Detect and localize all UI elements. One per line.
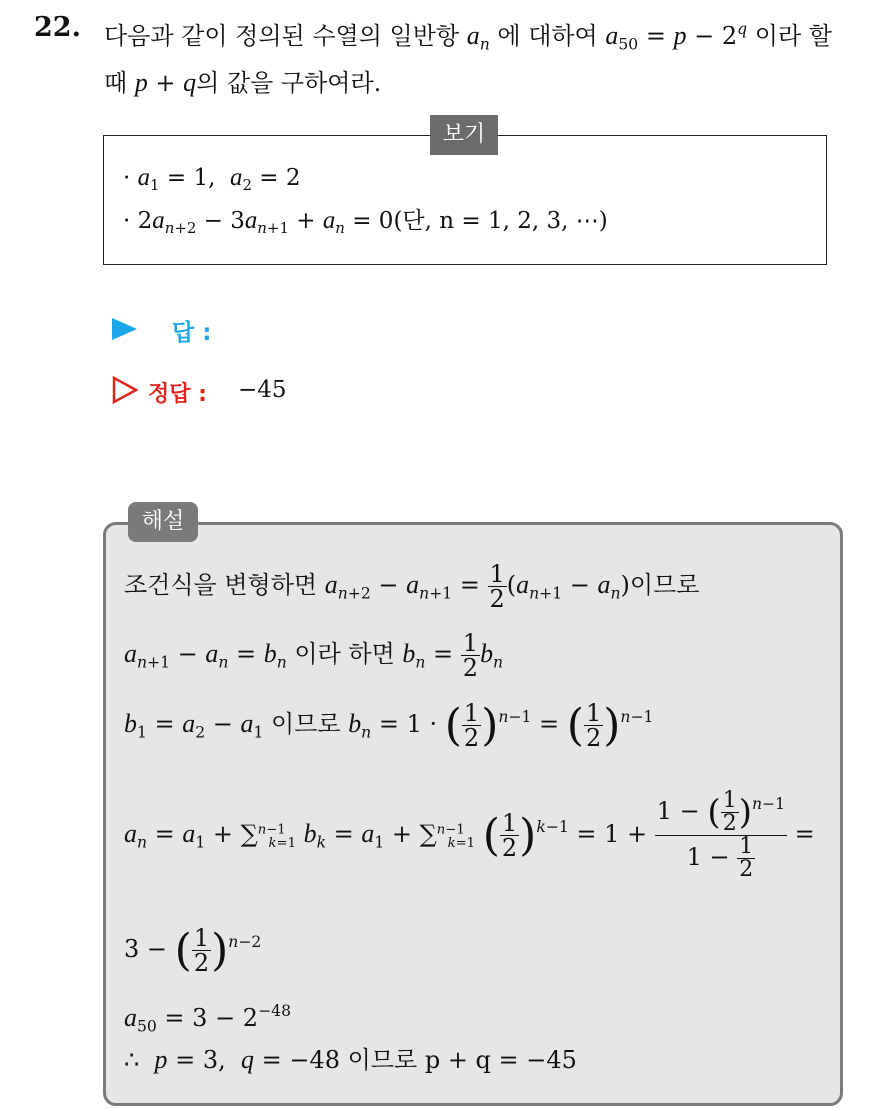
question-text-start: 다음과 같이 정의된 수열의 일반항: [104, 22, 460, 51]
explanation-line-7: ∴ p = 3, q = −48 이므로 p + q = −45: [124, 1045, 577, 1074]
explanation-line-6: $a_{50} = 3 - 2^{-48}$: [124, 1002, 291, 1036]
explanation-line-1-prefix: 조건식을 변형하면: [124, 571, 318, 599]
correct-answer-label: 정답 :: [148, 382, 207, 407]
correct-answer-value: −45: [238, 377, 287, 403]
explanation-line-3-mid: 이므로: [271, 710, 341, 738]
explanation-final-answer: p + q = −45: [424, 1046, 577, 1074]
bogi-condition-2-suffix: (단, n = 1, 2, 3, ⋯): [393, 208, 608, 234]
explanation-line-3: $b_1 = a_2 - a_1$ 이므로 $b_n = 1$ · ( $\frac{1}{2}$ )$^{n-1}$ = ( $\frac{1}{2}$ )$^{n-1}$: [124, 699, 654, 752]
explanation-line-7-mid: 이므로: [347, 1046, 418, 1074]
question-text-line2-a: 때: [104, 68, 128, 97]
explanation-label: 해설: [128, 502, 198, 542]
bogi-condition-1: · $a_1 = 1$, $a_2 = 2$: [123, 164, 301, 195]
explanation-line-5: 3 − ( $\frac{1}{2}$ )$^{n-2}$: [124, 924, 262, 977]
question-text-end: 이라 할: [754, 22, 832, 51]
bogi-label: 보기: [430, 115, 498, 155]
bogi-condition-2: · $2a_{n+2} - 3a_{n+1} + a_n = 0$(단, n = 1, 2, 3, ⋯): [123, 207, 608, 238]
answer-arrow-icon: [112, 318, 137, 340]
question-number: 22.: [34, 12, 81, 43]
explanation-line-2: $a_{n+1} - a_n = b_n$ 이라 하면 $b_n$ = $\frac{1}{2}$ $b_n$: [124, 629, 504, 682]
explanation-line-4: $a_n = a_1 + \sum^{n-1}_{k=1}$ $b_k = a_1 + \sum^{n-1}_{k=1}$ ( $\frac{1}{2}$ )$^{k-1}$ = 1 + 1 − ( $\frac{1}{2}$ )$^{n-1}$ 1 − $\frac{1}{2}$ =: [124, 788, 815, 882]
explanation-line-2-mid: 이라 하면: [294, 640, 395, 668]
question-text-mid: 에 대하여: [497, 22, 598, 51]
explanation-line-1: 조건식을 변형하면 $a_{n+2} - a_{n+1}$ = $\frac{1}{2}$ $(a_{n+1} - a_n)$이므로: [124, 560, 700, 613]
correct-arrow-icon: [112, 376, 138, 404]
question-text-line2-b: 의 값을 구하여라.: [196, 68, 382, 97]
question-text: 다음과 같이 정의된 수열의 일반항 $a_n$ 에 대하여 $a_{50} = p - 2^q$ 이라 할 때 p + q의 값을 구하여라.: [104, 20, 832, 97]
answer-label: 답 :: [172, 320, 212, 346]
explanation-line-1-suffix: 이므로: [629, 571, 700, 599]
